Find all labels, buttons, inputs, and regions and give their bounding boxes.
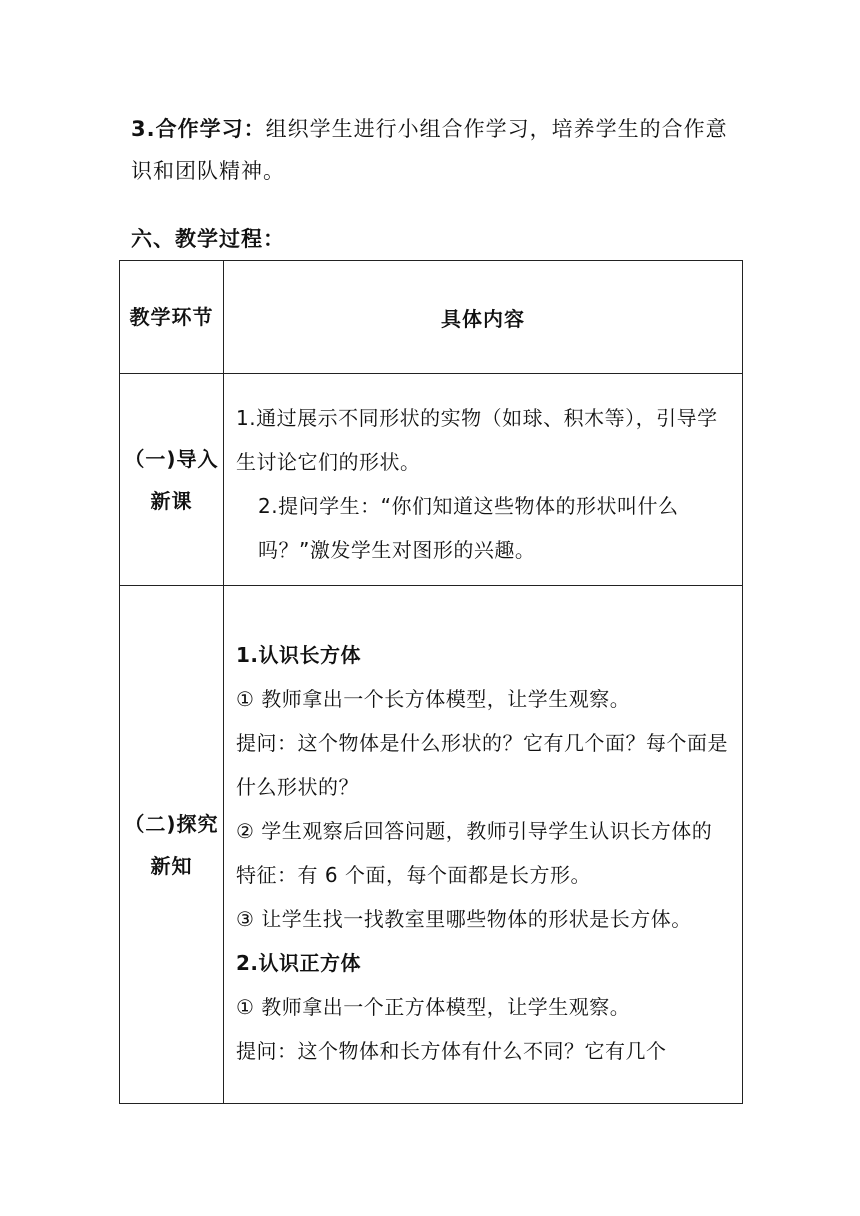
content-item: 1.通过展示不同形状的实物（如球、积木等），引导学生讨论它们的形状。 — [236, 405, 718, 474]
subsection-title: 1.认识长方体 — [236, 642, 362, 667]
content-item: ② 学生观察后回答问题，教师引导学生认识长方体的特征：有 6 个面，每个面都是长方形。 — [236, 818, 713, 887]
subsection-title: 2.认识正方体 — [236, 950, 362, 975]
intro-lead: 3.合作学习： — [131, 117, 266, 141]
content-item: 提问：这个物体和长方体有什么不同？它有几个 — [236, 1038, 667, 1063]
stage-label: （一)导入新课 — [124, 446, 219, 513]
table-header-row — [120, 261, 743, 374]
header-stage-label: 教学环节 — [129, 305, 214, 329]
content-cell — [224, 374, 743, 586]
table-row — [120, 586, 743, 1104]
intro-paragraph — [131, 108, 737, 192]
content-item: ① 教师拿出一个正方体模型，让学生观察。 — [236, 994, 631, 1019]
header-content-label: 具体内容 — [441, 306, 525, 331]
intro-text: 组织学生进行小组合作学习，培养学生的合作意识和团队精神。 — [131, 117, 728, 183]
table-row — [120, 374, 743, 586]
header-content — [224, 261, 743, 374]
content-item: ① 教师拿出一个长方体模型，让学生观察。 — [236, 686, 631, 711]
teaching-process-table — [119, 260, 743, 1104]
stage-cell — [120, 374, 224, 586]
content-item: 提问：这个物体是什么形状的？它有几个面？每个面是什么形状的？ — [236, 730, 728, 799]
header-stage — [120, 261, 224, 374]
section-title: 六、教学过程： — [131, 227, 285, 251]
stage-cell — [120, 586, 224, 1104]
content-item: 2.提问学生：“你们知道这些物体的形状叫什么吗？”激发学生对图形的兴趣。 — [258, 493, 679, 562]
content-cell — [224, 586, 743, 1104]
stage-label: （二)探究新知 — [124, 811, 219, 878]
content-item: ③ 让学生找一找教室里哪些物体的形状是长方体。 — [236, 906, 692, 931]
